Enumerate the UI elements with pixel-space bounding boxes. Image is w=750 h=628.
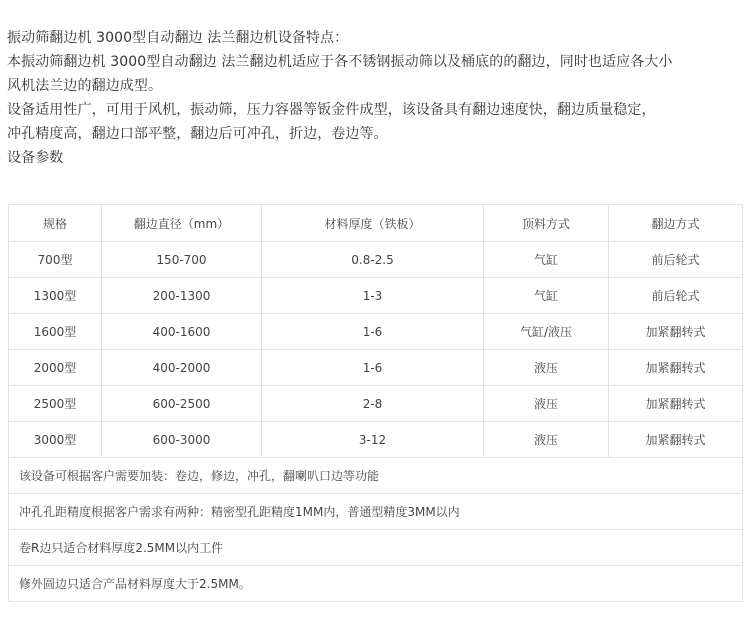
cell-model: 2500型 — [9, 386, 102, 422]
cell-ejection: 液压 — [484, 422, 609, 458]
table-header-row — [9, 205, 743, 242]
table-note-row — [9, 530, 743, 566]
cell-thickness: 1-6 — [262, 314, 484, 350]
table-note-row — [9, 458, 743, 494]
cell-model: 2000型 — [9, 350, 102, 386]
intro-paragraph-line: 本振动筛翻边机 3000型自动翻边 法兰翻边机适应于各不锈钢振动筛以及桶底的的翻边，同时也适应各大小 — [7, 54, 673, 70]
cell-ejection: 液压 — [484, 350, 609, 386]
cell-ejection: 液压 — [484, 386, 609, 422]
intro-paragraph-line: 冲孔精度高，翻边口部平整，翻边后可冲孔，折边，卷边等。 — [7, 126, 388, 142]
table-note-row — [9, 566, 743, 602]
table-row — [9, 314, 743, 350]
cell-thickness: 1-6 — [262, 350, 484, 386]
cell-flanging: 加紧翻转式 — [609, 314, 743, 350]
cell-model: 1600型 — [9, 314, 102, 350]
cell-diameter: 150-700 — [102, 242, 262, 278]
cell-diameter: 200-1300 — [102, 278, 262, 314]
table-row — [9, 422, 743, 458]
cell-model: 700型 — [9, 242, 102, 278]
cell-model: 3000型 — [9, 422, 102, 458]
cell-diameter: 400-1600 — [102, 314, 262, 350]
note-trim-edge: 修外圆边只适合产品材料厚度大于2.5MM。 — [9, 566, 743, 602]
cell-diameter: 600-2500 — [102, 386, 262, 422]
header-ejection-method: 顶料方式 — [484, 205, 609, 242]
cell-diameter: 400-2000 — [102, 350, 262, 386]
header-flanging-method: 翻边方式 — [609, 205, 743, 242]
header-model: 规格 — [9, 205, 102, 242]
table-row — [9, 350, 743, 386]
cell-flanging: 前后轮式 — [609, 242, 743, 278]
note-optional-functions: 该设备可根据客户需要加装：卷边，修边，冲孔，翻喇叭口边等功能 — [9, 458, 743, 494]
cell-flanging: 前后轮式 — [609, 278, 743, 314]
table-row — [9, 386, 743, 422]
cell-thickness: 0.8-2.5 — [262, 242, 484, 278]
cell-flanging: 加紧翻转式 — [609, 350, 743, 386]
cell-thickness: 1-3 — [262, 278, 484, 314]
table-row — [9, 242, 743, 278]
intro-heading: 振动筛翻边机 3000型自动翻边 法兰翻边机设备特点： — [7, 30, 349, 46]
intro-paragraph-line: 风机法兰边的翻边成型。 — [7, 78, 163, 94]
cell-flanging: 加紧翻转式 — [609, 386, 743, 422]
note-curl-edge: 卷R边只适合材料厚度2.5MM以内工件 — [9, 530, 743, 566]
cell-ejection: 气缸 — [484, 242, 609, 278]
header-flange-diameter: 翻边直径（mm） — [102, 205, 262, 242]
cell-model: 1300型 — [9, 278, 102, 314]
cell-flanging: 加紧翻转式 — [609, 422, 743, 458]
cell-ejection: 气缸/液压 — [484, 314, 609, 350]
note-punch-precision: 冲孔孔距精度根据客户需求有两种：精密型孔距精度1MM内，普通型精度3MM以内 — [9, 494, 743, 530]
cell-thickness: 2-8 — [262, 386, 484, 422]
table-note-row — [9, 494, 743, 530]
intro-text — [7, 26, 747, 170]
header-material-thickness: 材料厚度（铁板） — [262, 205, 484, 242]
cell-thickness: 3-12 — [262, 422, 484, 458]
section-title-params: 设备参数 — [7, 150, 64, 166]
intro-paragraph-line: 设备适用性广，可用于风机，振动筛，压力容器等钣金件成型，该设备具有翻边速度快，翻边质量稳定， — [7, 102, 656, 118]
cell-ejection: 气缸 — [484, 278, 609, 314]
parameter-table — [8, 204, 743, 602]
cell-diameter: 600-3000 — [102, 422, 262, 458]
table-row — [9, 278, 743, 314]
